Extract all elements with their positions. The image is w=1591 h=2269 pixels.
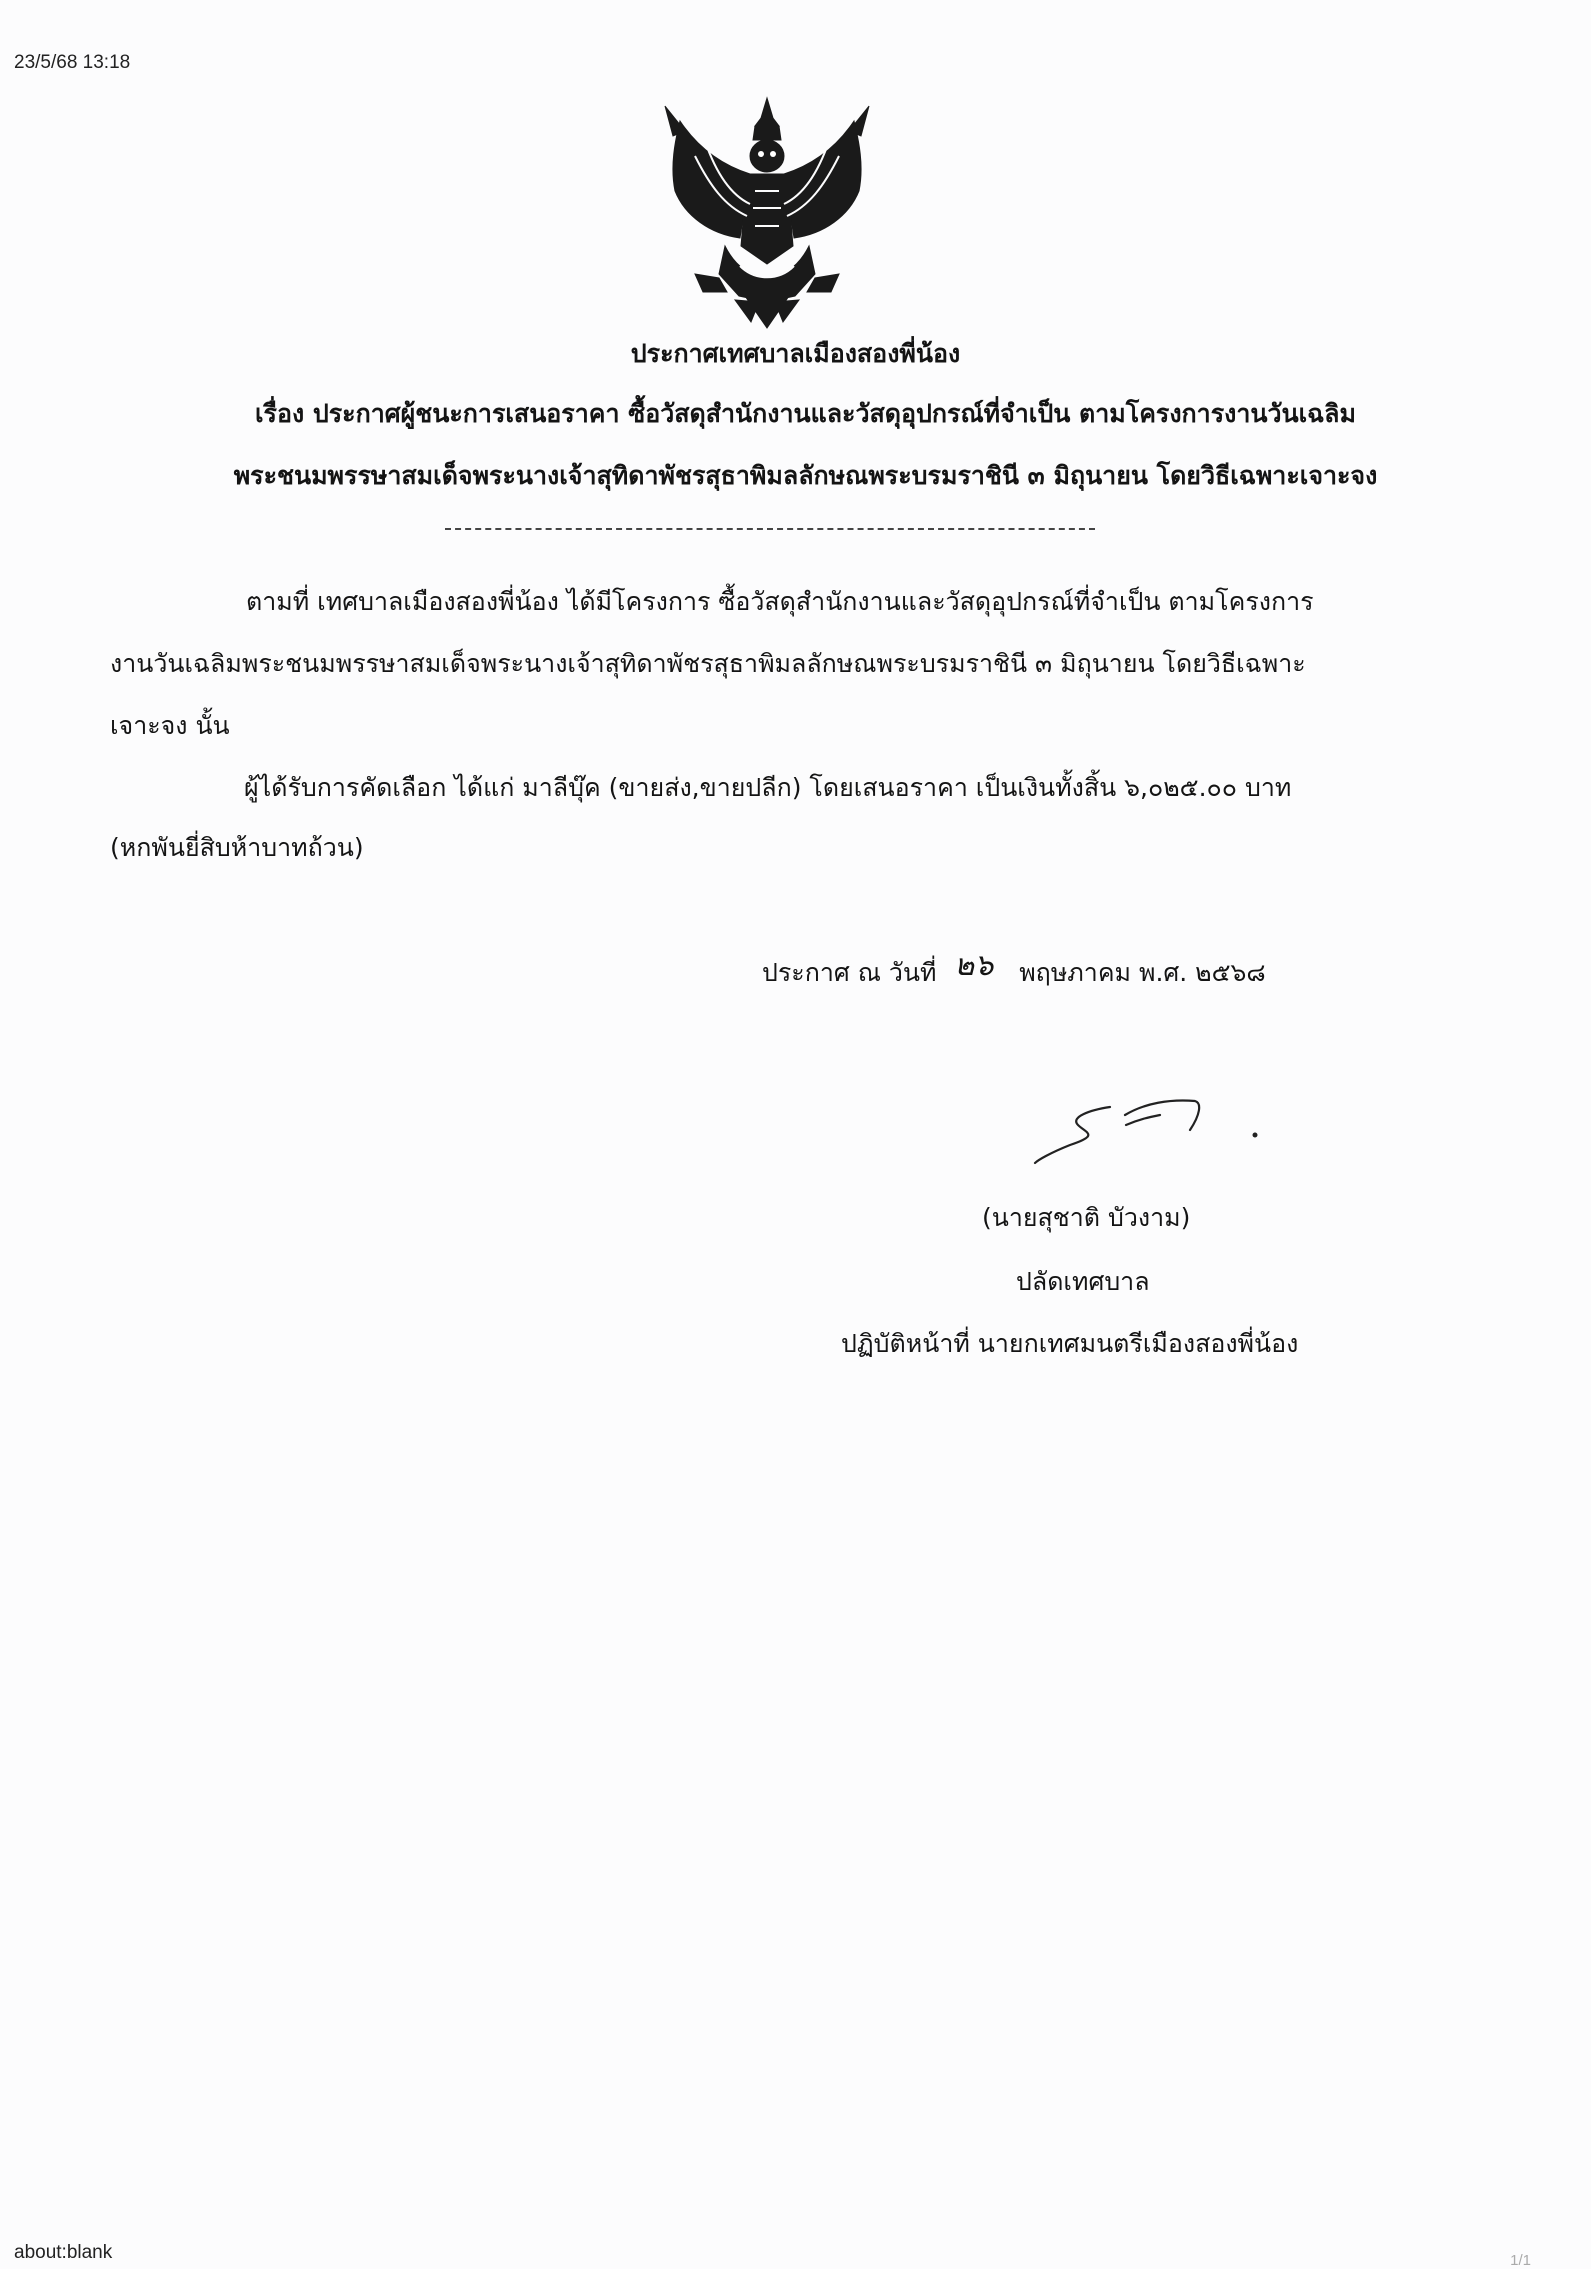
print-timestamp: 23/5/68 13:18 — [14, 52, 131, 73]
body-line-1 — [246, 582, 1384, 622]
signer-name: (นายสุชาติ บัวงาม) — [982, 1203, 1191, 1232]
page-number: 1/1 — [1510, 2252, 1531, 2269]
body-line-3: เจาะจง นั้น — [110, 711, 230, 740]
body-line-2 — [110, 644, 1384, 684]
body-line-2-text: งานวันเฉลิมพระชนมพรรษาสมเด็จพระนางเจ้าสุทิดาพัชรสุธาพิมลลักษณพระบรมราชินี ๓ มิถุนายน โดยวิธีเฉพาะ — [110, 649, 1306, 678]
date-prefix: ประกาศ ณ วันที่ — [762, 958, 937, 987]
subject-line-2: พระชนมพรรษาสมเด็จพระนางเจ้าสุทิดาพัชรสุธาพิมลลักษณพระบรมราชินี ๓ มิถุนายน โดยวิธีเฉพาะเจาะจง — [233, 461, 1378, 490]
signer-acting-position: ปฏิบัติหน้าที่ นายกเทศมนตรีเมืองสองพี่น้อง — [841, 1329, 1299, 1358]
body-line-4-text: ผู้ได้รับการคัดเลือก ได้แก่ มาลีบุ๊ค (ขายส่ง,ขายปลีก) โดยเสนอราคา เป็นเงินทั้งสิ้น ๖,๐๒๕.๐๐ บาท — [244, 773, 1292, 802]
print-url: about:blank — [14, 2242, 113, 2263]
divider — [445, 528, 1095, 530]
body-line-1-text: ตามที่ เทศบาลเมืองสองพี่น้อง ได้มีโครงการ ซื้อวัสดุสำนักงานและวัสดุอุปกรณ์ที่จำเป็น ตามโครงการ — [246, 587, 1314, 616]
body-line-5: (หกพันยี่สิบห้าบาทถ้วน) — [110, 833, 364, 862]
garuda-emblem-icon — [655, 96, 880, 331]
subject-line-1: เรื่อง ประกาศผู้ชนะการเสนอราคา ซื้อวัสดุสำนักงานและวัสดุอุปกรณ์ที่จำเป็น ตามโครงการงานวันเฉลิม — [254, 399, 1356, 428]
announcement-title: ประกาศเทศบาลเมืองสองพี่น้อง — [630, 339, 961, 368]
body-line-4 — [244, 768, 1384, 808]
signature-icon — [1030, 1085, 1270, 1185]
date-day-handwritten: ๒๖ — [954, 948, 994, 983]
announcement-date — [762, 948, 1266, 995]
date-month-year: พฤษภาคม พ.ศ. ๒๕๖๘ — [1019, 958, 1266, 987]
signer-position: ปลัดเทศบาล — [1016, 1267, 1150, 1296]
